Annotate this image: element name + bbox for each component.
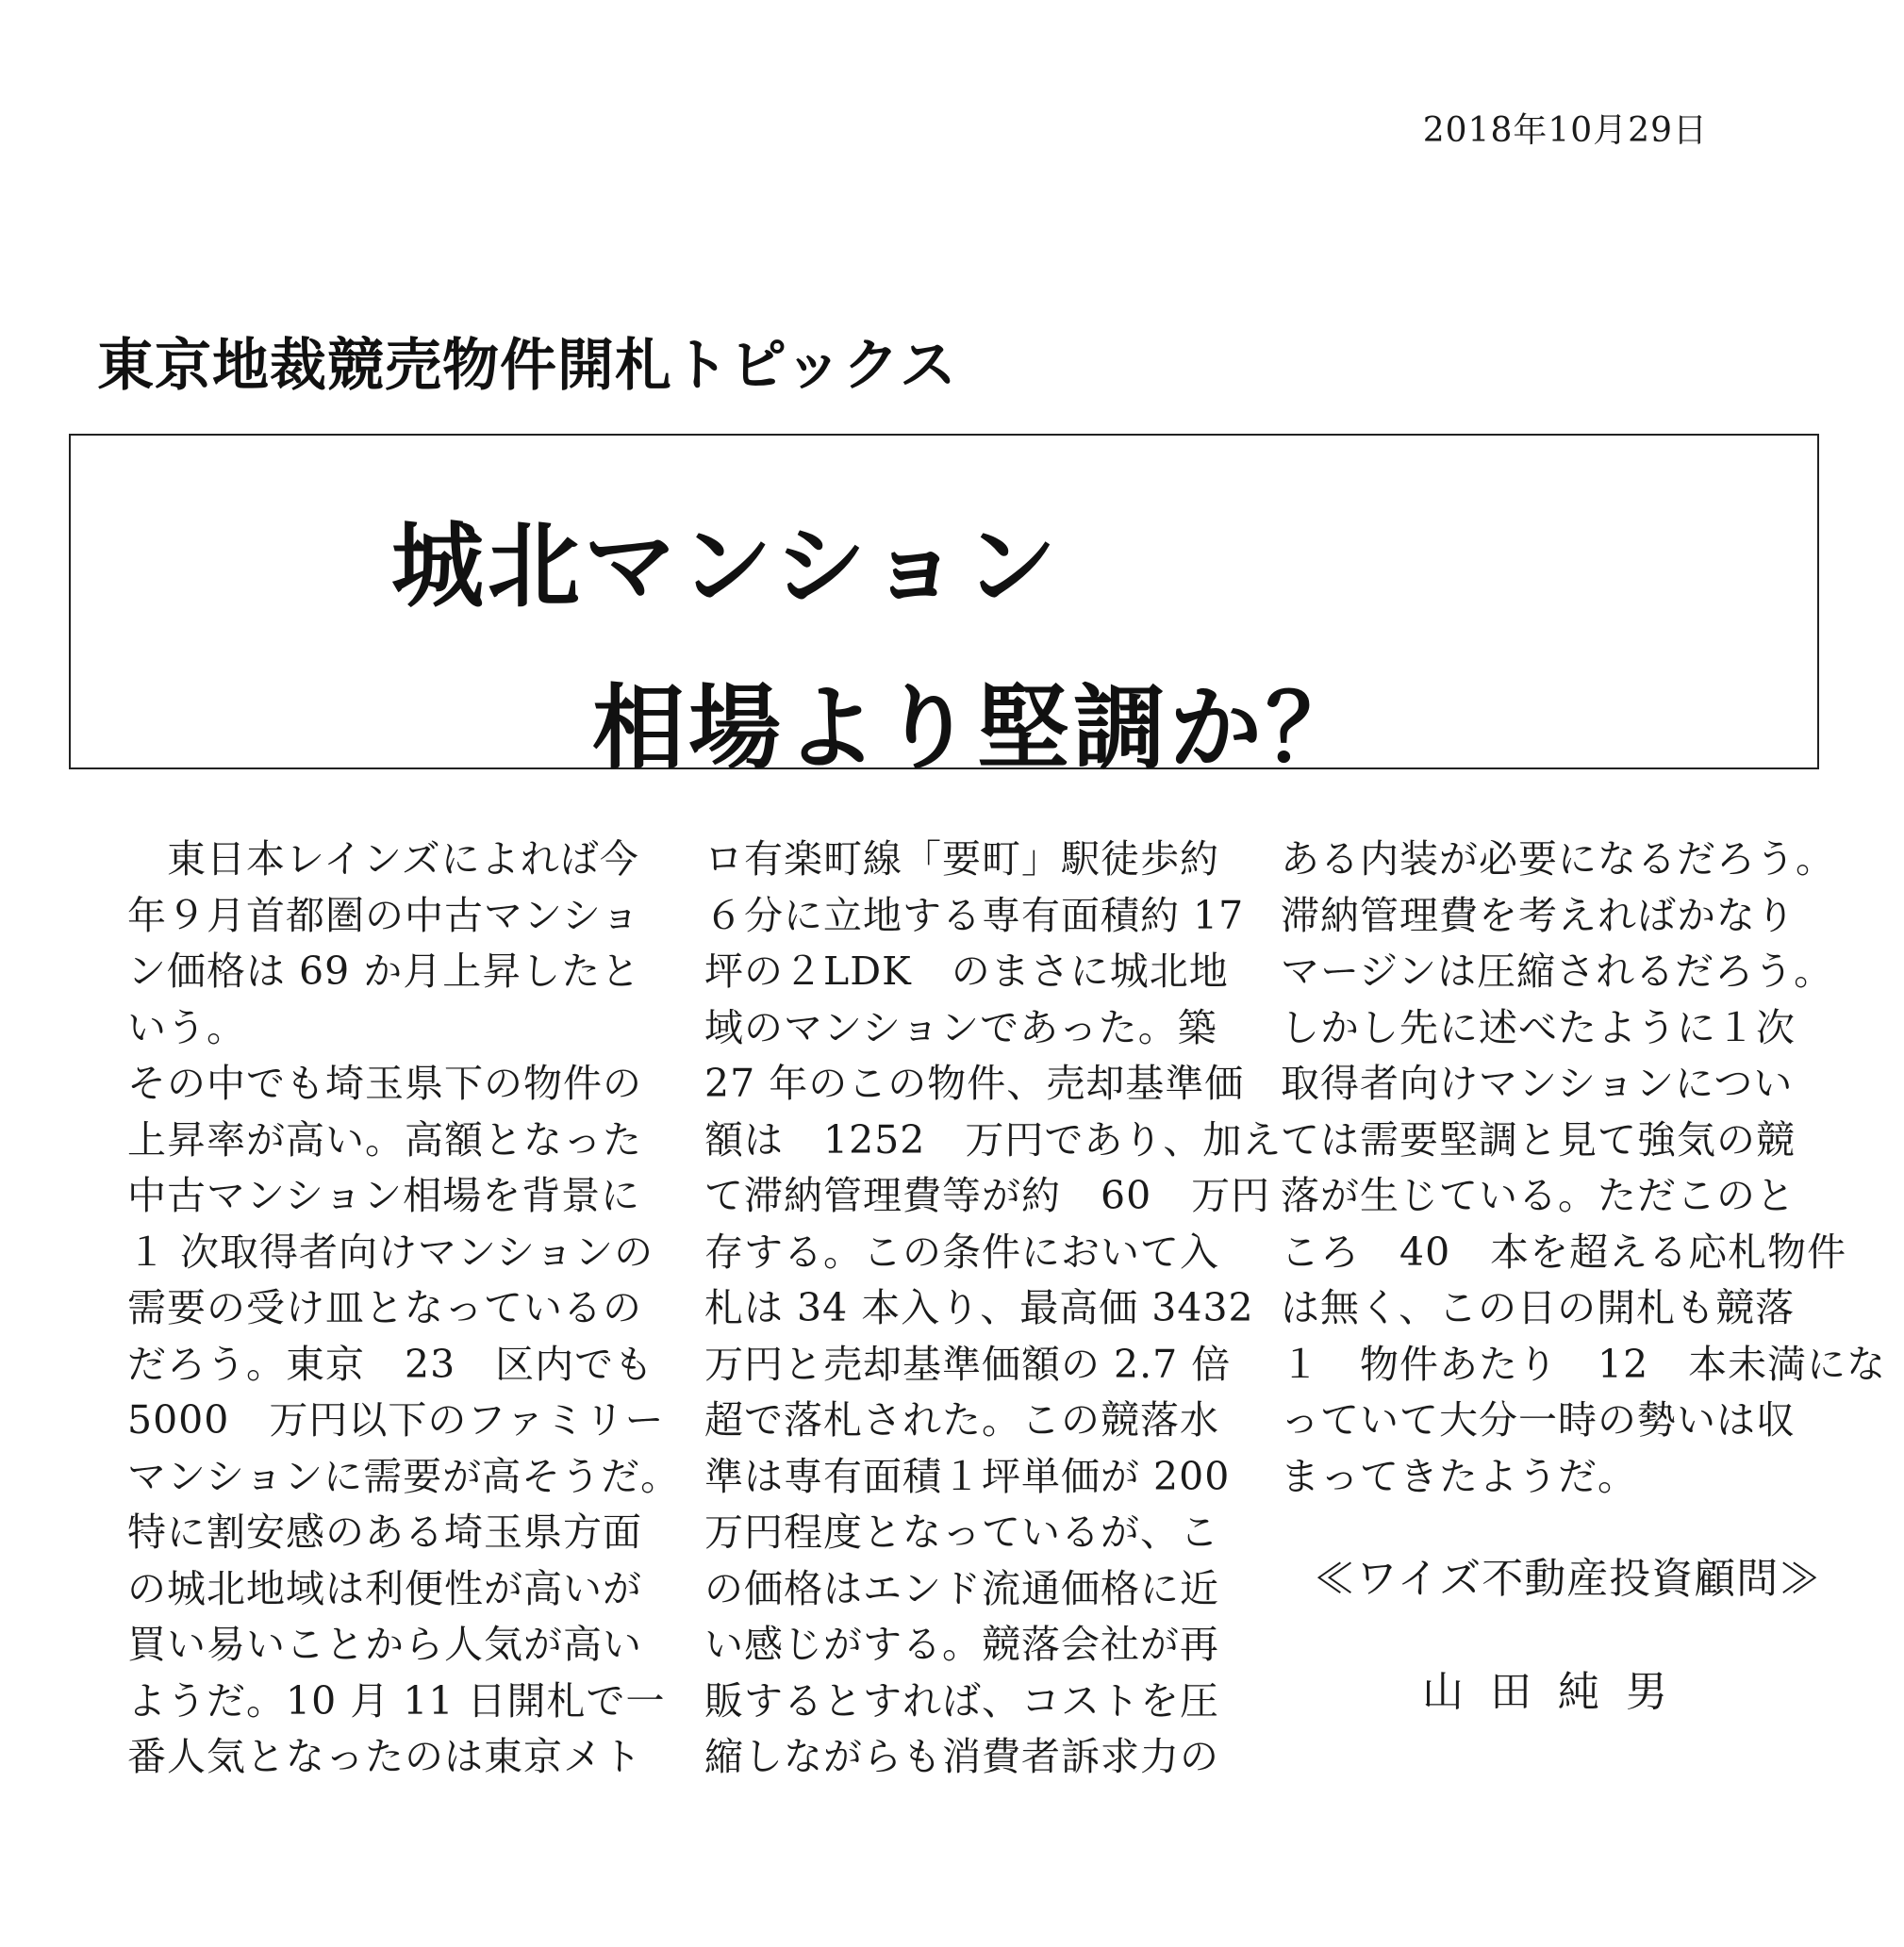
text-line: １ 物件あたり 12 本未満にな — [1281, 1341, 1887, 1387]
article-column-1 — [127, 832, 681, 1786]
text-line: 額は 1252 万円であり、加え — [704, 1116, 1283, 1163]
text-line: ６分に立地する専有面積約 17 — [704, 892, 1245, 938]
text-line: い感じがする。競落会社が再 — [704, 1622, 1219, 1667]
text-line: 域のマンションであった。築 — [704, 1004, 1217, 1050]
text-line: 札は 34 本入り、最高価 3432 — [704, 1285, 1254, 1330]
text-line: 万円と売却基準価額の 2.7 倍 — [704, 1341, 1232, 1387]
text-line: 坪の２LDK のまさに城北地 — [704, 949, 1229, 994]
text-line: 万円程度となっているが、こ — [704, 1510, 1219, 1555]
text-line: 販するとすれば、コストを圧 — [704, 1677, 1219, 1724]
text-line: １ 次取得者向けマンションの — [127, 1229, 654, 1275]
article-column-3 — [1281, 832, 1887, 1505]
text-line: 27 年のこの物件、売却基準価 — [704, 1061, 1245, 1106]
text-line: の価格はエンド流通価格に近 — [704, 1565, 1219, 1611]
article-column-2 — [704, 832, 1283, 1786]
text-line: 滞納管理費を考えればかなり — [1281, 892, 1796, 938]
text-line: ある内装が必要になるだろう。 — [1281, 836, 1835, 882]
text-line: は無く、この日の開札も競落 — [1281, 1285, 1796, 1330]
text-line: 取得者向けマンションについ — [1281, 1061, 1794, 1106]
text-line: マージンは圧縮されるだろう。 — [1281, 949, 1834, 994]
text-line: 5000 万円以下のファミリー — [127, 1397, 665, 1443]
text-line: 存する。この条件において入 — [704, 1229, 1219, 1275]
text-line: 縮しながらも消費者訴求力の — [704, 1734, 1219, 1779]
text-line: 東日本レインズによれば今 — [127, 836, 639, 882]
headline-line-2: 相場より堅調か？ — [592, 675, 1363, 783]
text-line: て滞納管理費等が約 60 万円 — [704, 1173, 1271, 1218]
text-line: 落が生じている。ただこのと — [1281, 1173, 1796, 1218]
text-line: ては需要堅調と見て強気の競 — [1281, 1116, 1796, 1163]
text-line: 特に割安感のある埼玉県方面 — [127, 1510, 642, 1555]
author-affiliation: ≪ワイズ不動産投資顧問≫ — [1314, 1555, 1822, 1603]
text-line: いう。 — [127, 1004, 246, 1050]
text-line: その中でも埼玉県下の物件の — [127, 1061, 642, 1106]
date: 2018年10月29日 — [1422, 111, 1708, 150]
headline-line-1: 城北マンション — [391, 513, 1061, 620]
text-line: ン価格は 69 か月上昇したと — [127, 949, 641, 994]
text-line: ころ 40 本を超える応札物件 — [1281, 1229, 1847, 1275]
text-line: 年９月首都圏の中古マンショ — [127, 892, 641, 938]
text-line: 上昇率が高い。高額となった — [127, 1116, 642, 1163]
text-line: 準は専有面積１坪単価が 200 — [704, 1453, 1231, 1499]
text-line: ようだ。10 月 11 日開札で一 — [127, 1677, 666, 1724]
text-line: 買い易いことから人気が高い — [127, 1622, 642, 1667]
headline-box — [69, 434, 1819, 783]
text-line: 番人気となったのは東京メト — [127, 1734, 642, 1779]
text-line: 超で落札された。この競落水 — [704, 1397, 1219, 1443]
author-name: 山田純男 — [1422, 1668, 1694, 1716]
text-line: まってきたようだ。 — [1281, 1453, 1637, 1499]
text-line: マンションに需要が高そうだ。 — [127, 1453, 681, 1499]
text-line: っていて大分一時の勢いは収 — [1281, 1397, 1796, 1443]
text-line: ロ有楽町線「要町」駅徒歩約 — [704, 836, 1219, 882]
text-line: の城北地域は利便性が高いが — [127, 1565, 642, 1611]
series-title: 東京地裁競売物件開札トピックス — [97, 333, 957, 399]
text-line: 中古マンション相場を背景に — [127, 1173, 641, 1218]
text-line: だろう。東京 23 区内でも — [127, 1341, 654, 1387]
text-line: 需要の受け皿となっているの — [127, 1285, 642, 1330]
text-line: しかし先に述べたように１次 — [1281, 1004, 1796, 1050]
